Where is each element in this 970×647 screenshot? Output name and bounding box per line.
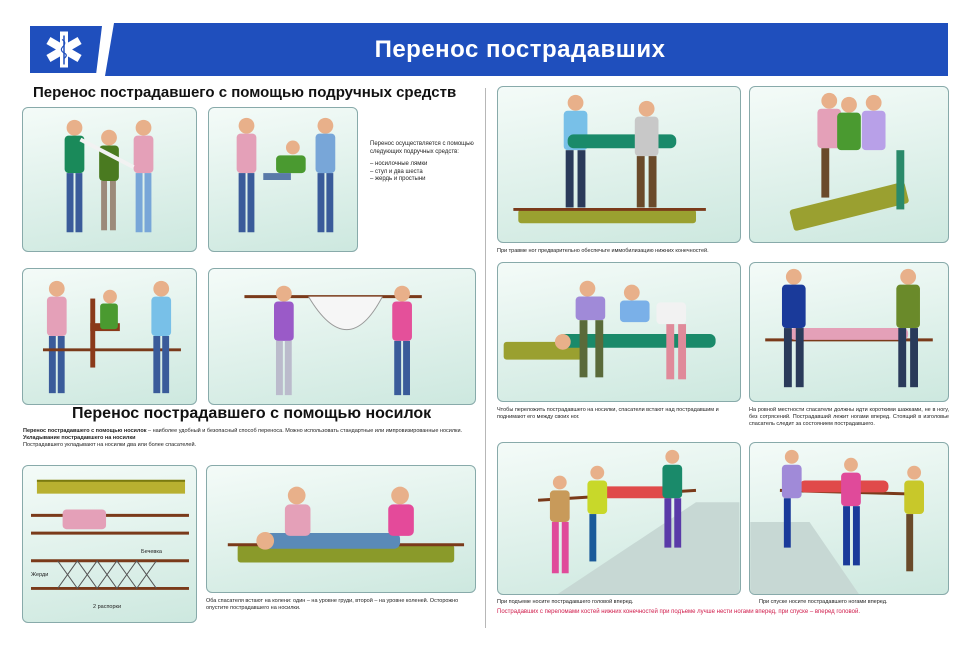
illustration-uphill-carry <box>497 442 741 595</box>
caption-leg-injury: При травме ног предварительно обеспечьте иммобилизацию нижних конечностей. <box>497 248 709 254</box>
stretcher-sub-heading: Укладывание пострадавшего на носилки <box>23 435 136 442</box>
caption-shift: Чтобы переложить пострадавшего на носилки, спасатели встают над пострадавшим и поднимают его между своих ног. <box>497 407 719 421</box>
victim-figure <box>99 130 119 231</box>
column-divider <box>485 88 486 628</box>
rescuer-figure <box>65 120 85 232</box>
diagram-improvised-stretcher <box>22 465 197 623</box>
caption-uphill: При подъеме носите пострадавшего головой вперед. <box>497 599 634 605</box>
section-title-stretcher: Перенос пострадавшего с помощью носилок <box>72 405 432 422</box>
stretcher-intro <box>23 428 478 449</box>
illustration-chair-carry <box>22 268 197 405</box>
label-cord: Бечевка <box>141 549 162 555</box>
label-poles: Жерди <box>31 572 49 578</box>
improvised-item: – жердь и простыни <box>370 176 426 182</box>
improvised-note <box>370 141 475 184</box>
label-spacers: 2 распорки <box>93 604 122 610</box>
illustration-pole-sheet <box>208 268 476 405</box>
illustration-kneeling-rescuers <box>206 465 476 593</box>
stretcher-intro-heading: Перенос пострадавшего с помощью носилок <box>23 428 147 434</box>
fracture-warning: Пострадавших с переломами костей нижних конечностей при подъеме лучше нести ногами вперед, при спуске – вперед головой. <box>497 609 860 615</box>
illustration-flat-carry <box>749 262 949 402</box>
star-of-life-icon <box>30 26 102 73</box>
rescuer-figure <box>134 120 154 232</box>
improvised-item: – носилочные лямки <box>370 161 428 167</box>
section-title-improvised: Перенос пострадавшего с помощью подручных средств <box>33 84 457 101</box>
improvised-item: – стул и два шеста <box>370 168 423 175</box>
stretcher-sub-text: Пострадавшего укладывают на носилки два или более спасателей. <box>23 442 197 449</box>
caption-kneeling: Оба спасателя встают на колени: один – на уровне груди, второй – на уровне коленей. Осторожно опустите пострадавшего на носилки. <box>206 598 459 612</box>
caption-flat: На ровной местности спасатели должны идти короткими шажками, не в ногу, без сотрясений. Пострадавший лежит ногами вперед. Стоящий в изголовье спасатель следит за состоянием пострадавшего. <box>749 407 949 428</box>
page-title: Перенос пострадавших <box>374 36 666 63</box>
illustration-straddle-lift <box>497 262 741 402</box>
illustration-straps-side <box>208 107 358 252</box>
logo-panel <box>30 26 102 73</box>
illustration-leg-immobilization <box>497 86 741 243</box>
illustration-lift-onto-stretcher <box>749 86 949 243</box>
caption-downhill: При спуске носите пострадавшего ногами вперед. <box>759 599 888 605</box>
illustration-two-rescuers-straps <box>22 107 197 252</box>
stretcher-intro-text: – наиболее удобный и безопасный способ переноса. Можно использовать стандартные или импровизированные носилки. <box>146 428 463 434</box>
improvised-note-intro: Перенос осуществляется с помощью следующих подручных средств: <box>370 141 474 155</box>
illustration-downhill-carry <box>749 442 949 595</box>
